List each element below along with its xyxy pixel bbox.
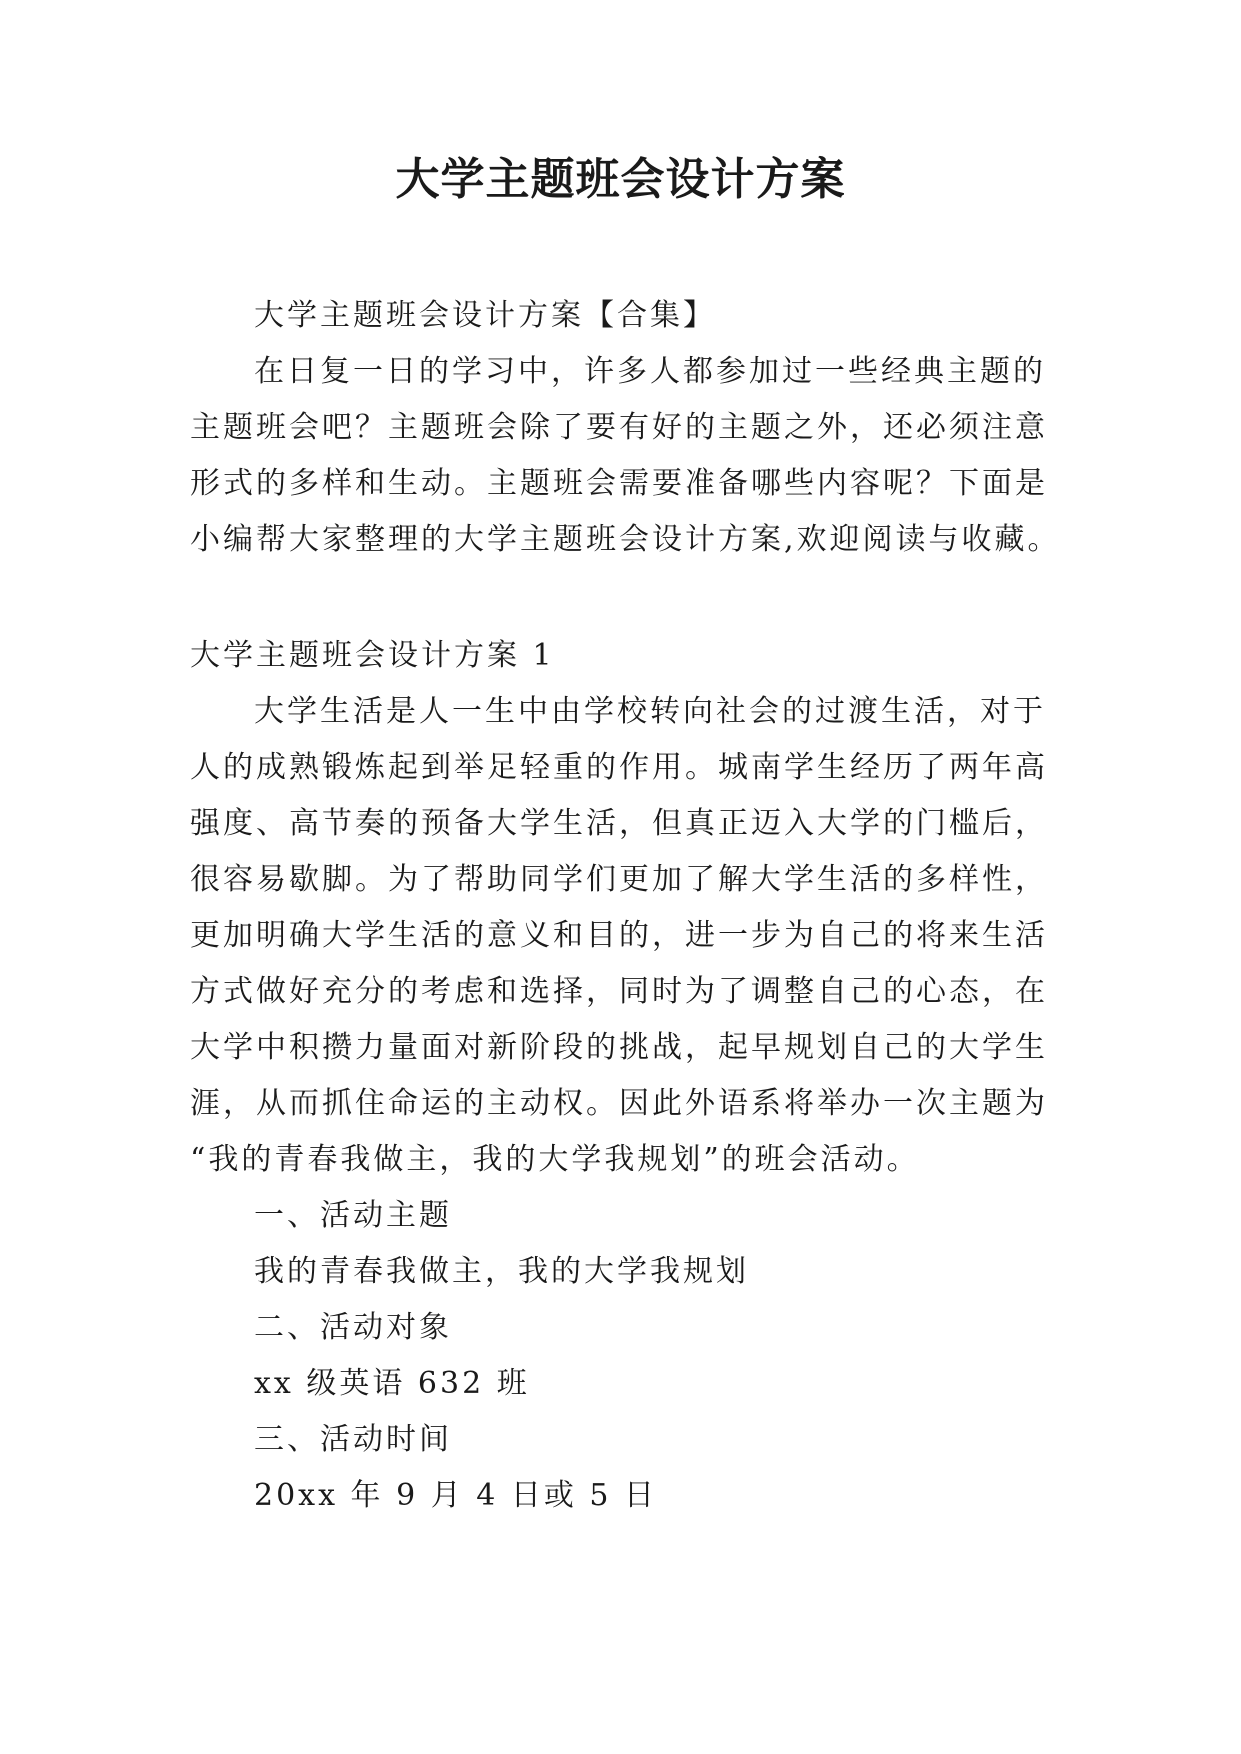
activity-time-value: 20xx 年 9 月 4 日或 5 日 [254,1478,658,1513]
intro-paragraph-line: 在日复一日的学习中，许多人都参加过一些经典主题的 [254,354,1046,389]
document-title: 大学主题班会设计方案 [395,154,846,205]
activity-target-value: xx 级英语 632 班 [254,1366,530,1401]
section-paragraph-line: 大学中积攒力量面对新阶段的挑战，起早规划自己的大学生 [190,1030,1048,1065]
section-heading: 大学主题班会设计方案 1 [190,638,555,673]
activity-theme-value: 我的青春我做主，我的大学我规划 [254,1254,749,1289]
section-paragraph-line: 人的成熟锻炼起到举足轻重的作用。城南学生经历了两年高 [190,750,1048,785]
activity-target-heading: 二、活动对象 [254,1310,452,1345]
section-paragraph-line: 更加明确大学生活的意义和目的，进一步为自己的将来生活 [190,918,1048,953]
section-paragraph-line: “我的青春我做主，我的大学我规划”的班会活动。 [190,1142,920,1177]
intro-paragraph-line: 小编帮大家整理的大学主题班会设计方案,欢迎阅读与收藏。 [190,522,1061,557]
section-paragraph-line: 大学生活是人一生中由学校转向社会的过渡生活，对于 [254,694,1046,729]
document-body [190,288,1060,1524]
section-paragraph-line: 很容易歇脚。为了帮助同学们更加了解大学生活的多样性， [190,862,1048,897]
section-paragraph-line: 方式做好充分的考虑和选择，同时为了调整自己的心态，在 [190,974,1048,1009]
section-gap [190,568,1060,628]
section-paragraph-line: 涯，从而抓住命运的主动权。因此外语系将举办一次主题为 [190,1086,1048,1121]
activity-theme-heading: 一、活动主题 [254,1198,452,1233]
activity-time-heading: 三、活动时间 [254,1422,452,1457]
intro-paragraph-line: 主题班会吧？主题班会除了要有好的主题之外，还必须注意 [190,410,1048,445]
subtitle-line: 大学主题班会设计方案【合集】 [254,298,716,333]
intro-paragraph-line: 形式的多样和生动。主题班会需要准备哪些内容呢？下面是 [190,466,1048,501]
section-paragraph-line: 强度、高节奏的预备大学生活，但真正迈入大学的门槛后， [190,806,1048,841]
